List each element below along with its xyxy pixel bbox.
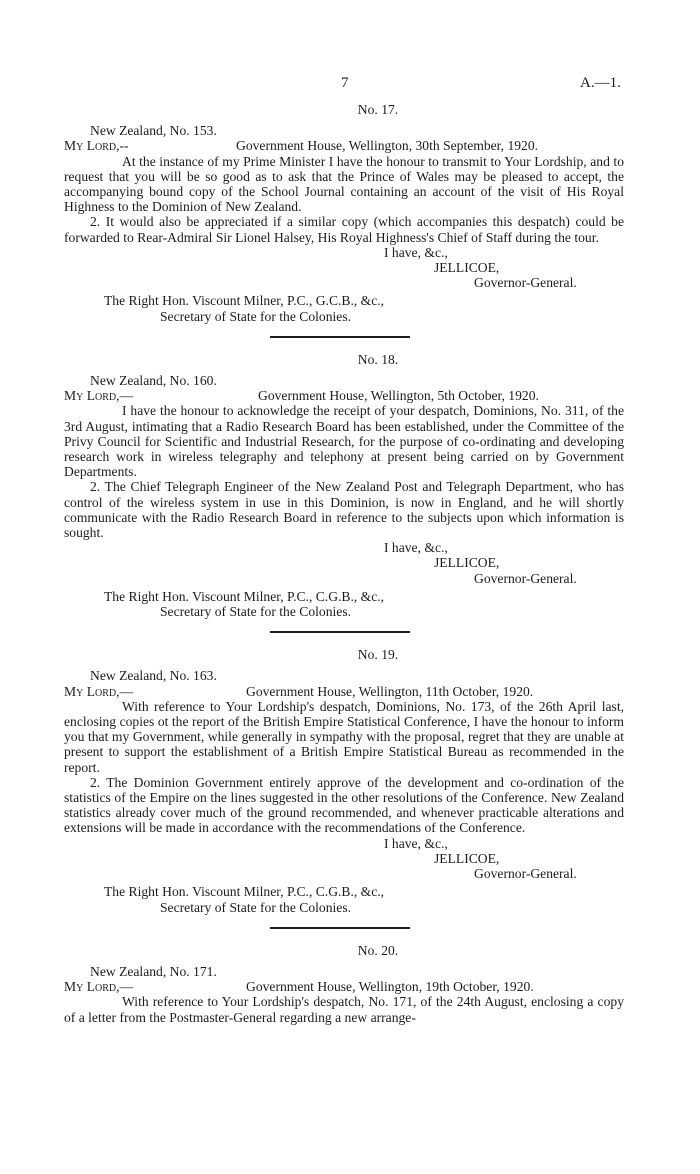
recipient-title: Secretary of State for the Colonies. — [160, 899, 352, 915]
recipient: The Right Hon. Viscount Milner, P.C., G.C.B., &c., — [104, 293, 385, 309]
salutation-line — [64, 684, 624, 699]
closing: I have, &c., — [384, 835, 448, 851]
salutation: My Lord,— — [64, 388, 134, 404]
paragraph: With reference to Your Lordship's despatch, No. 171, of the 24th August, enclosing a copy of a letter from the Postmaster-General regarding a new arrange- — [64, 994, 624, 1025]
signature: JELLICOE, — [434, 850, 500, 866]
letter-no-18 — [64, 352, 624, 619]
salutation: My Lord,-- — [64, 138, 129, 154]
telegram-reference: New Zealand, No. 163. — [90, 668, 217, 684]
page-number: 7 — [341, 75, 349, 91]
signature: JELLICOE, — [434, 260, 500, 276]
signature-title: Governor-General. — [474, 866, 577, 882]
telegram-reference: New Zealand, No. 160. — [90, 373, 217, 389]
letters-column — [64, 102, 624, 1025]
salutation-line — [64, 979, 624, 994]
paragraph: 2. It would also be appreciated if a similar copy (which accompanies this despatch) could be forwarded to Rear-Admiral Sir Lionel Halsey, His Royal Highness's Chief of Staff during the tour. — [64, 214, 624, 245]
telegram-reference: New Zealand, No. 171. — [90, 963, 217, 979]
letter-number: No. 19. — [357, 647, 399, 663]
letter-no-19 — [64, 647, 624, 914]
signature-title: Governor-General. — [474, 275, 577, 291]
recipient-title: Secretary of State for the Colonies. — [160, 604, 352, 620]
letter-no-20 — [64, 943, 624, 1025]
letter-no-17 — [64, 102, 624, 324]
sender-address: Government House, Wellington, 11th October, 1920. — [246, 683, 534, 699]
salutation: My Lord,— — [64, 979, 134, 995]
paragraph: With reference to Your Lordship's despatch, Dominions, No. 173, of the 26th April last, enclosing copies ot the report of the British Empire Statistical Conference, I have the honour to inform you that my Government, while generally in sympathy with the proposal, regret that they are unable at present to support the establishment of a British Empire Statistical Bureau as recommended in the report. — [64, 698, 624, 775]
section-divider — [270, 631, 410, 633]
recipient: The Right Hon. Viscount Milner, P.C., C.G.B., &c., — [104, 588, 385, 604]
sender-address: Government House, Wellington, 19th October, 1920. — [246, 979, 534, 995]
signature: JELLICOE, — [434, 555, 500, 571]
salutation: My Lord,— — [64, 683, 134, 699]
page-header — [0, 76, 700, 94]
signature-title: Governor-General. — [474, 570, 577, 586]
sender-address: Government House, Wellington, 30th September, 1920. — [236, 138, 539, 154]
salutation-line — [64, 388, 624, 403]
document-reference: A.—1. — [580, 75, 621, 91]
section-divider — [270, 336, 410, 338]
section-divider — [270, 927, 410, 929]
closing: I have, &c., — [384, 540, 448, 556]
paragraph: 2. The Dominion Government entirely approve of the development and co-ordination of the statistics of the Empire on the lines suggested in the other resolutions of the Conference. New Zealand statistics already cover much of the ground recommended, and whenever practicable alterations and extensions will be made in accordance with the recommendations of the Conference. — [64, 774, 624, 836]
letter-number: No. 20. — [357, 942, 399, 958]
closing: I have, &c., — [384, 244, 448, 260]
paragraph: 2. The Chief Telegraph Engineer of the New Zealand Post and Telegraph Department, who has control of the wireless system in use in this Dominion, is now in England, and he will shortly communicate with the Radio Research Board in reference to the subjects upon which information is sought. — [64, 479, 624, 541]
recipient: The Right Hon. Viscount Milner, P.C., C.G.B., &c., — [104, 884, 385, 900]
paragraph: At the instance of my Prime Minister I have the honour to transmit to Your Lordship, and to request that you will be so good as to ask that the Prince of Wales may be pleased to accept, the accompanying bound copy of the School Journal containing an account of the visit of His Royal Highness to the Dominion of New Zealand. — [64, 153, 624, 215]
recipient-title: Secretary of State for the Colonies. — [160, 308, 352, 324]
letter-number: No. 17. — [357, 102, 399, 117]
letter-number: No. 18. — [357, 351, 399, 367]
salutation-line — [64, 138, 624, 153]
paragraph: I have the honour to acknowledge the receipt of your despatch, Dominions, No. 311, of the 3rd August, intimating that a Radio Research Board has been established, under the Committee of the Privy Council for Scientific and Industrial Research, for the purpose of co-ordinating and developing research work in wireless telegraphy and telephony at present being carried on by Government Departments. — [64, 403, 624, 480]
telegram-reference: New Zealand, No. 153. — [90, 123, 217, 139]
sender-address: Government House, Wellington, 5th October, 1920. — [258, 388, 539, 404]
